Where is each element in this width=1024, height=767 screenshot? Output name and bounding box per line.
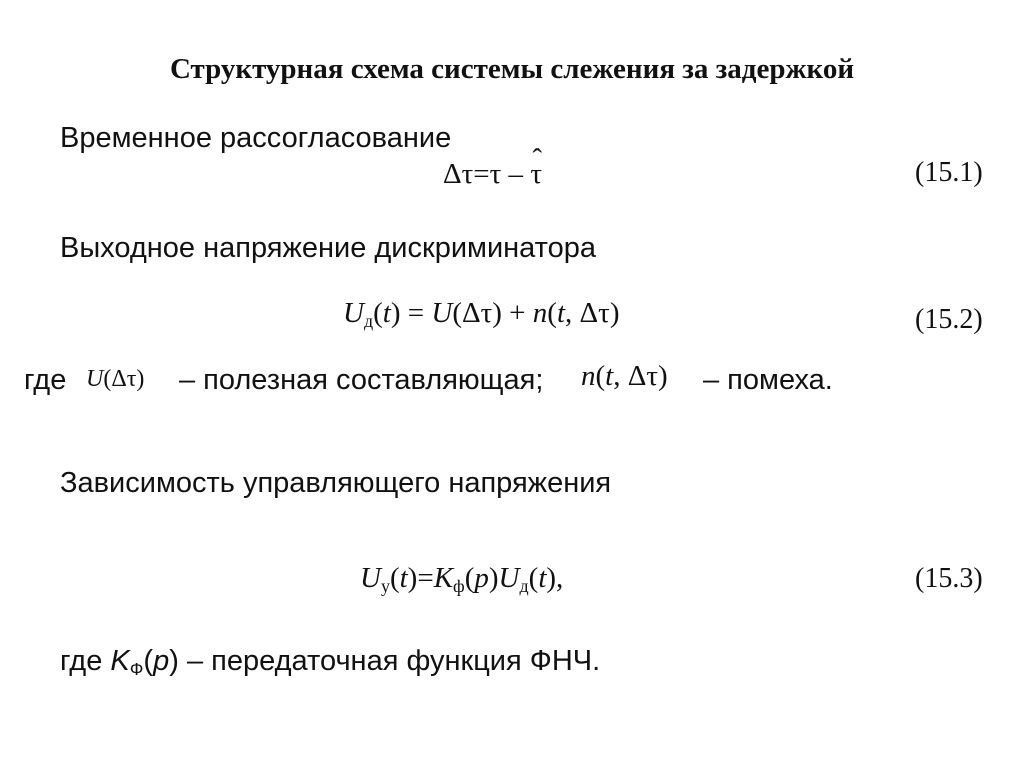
formula-15-2: $U_д(t) = U(\Delta\tau) + n(t$, Δτ) [343, 297, 620, 332]
transfer-function-text: – передаточная функция ФНЧ. [186, 645, 601, 677]
equation-number-15-2: (15.2) [915, 304, 983, 335]
noise-symbol: n(t, Δτ) [581, 360, 668, 392]
mismatch-label: Временное рассогласование [60, 122, 452, 154]
page-title: Структурная схема системы слежения за задержкой [169, 53, 855, 85]
discriminator-output-label: Выходное напряжение дискриминатора [60, 232, 597, 264]
where-prefix-2 [60, 645, 600, 680]
where-prefix-2-text: где [60, 645, 103, 677]
useful-component-symbol: U(Δτ) [86, 366, 145, 392]
noise-text: – помеха. [703, 364, 833, 396]
formula-15-1: Δτ=τ – τ ˆ [443, 158, 542, 191]
equation-number-15-1: (15.1) [915, 157, 983, 188]
control-voltage-label: Зависимость управляющего напряжения [60, 467, 612, 499]
useful-component-text: – полезная составляющая; [179, 364, 544, 396]
equation-number-15-3: (15.3) [915, 563, 983, 594]
formula-15-3: $U_у(t)=K_ф(p)U_д(t)$, [360, 562, 564, 597]
transfer-function-symbol: $K_Ф(p)$ [110, 645, 179, 680]
where-prefix-1: где [24, 364, 67, 396]
